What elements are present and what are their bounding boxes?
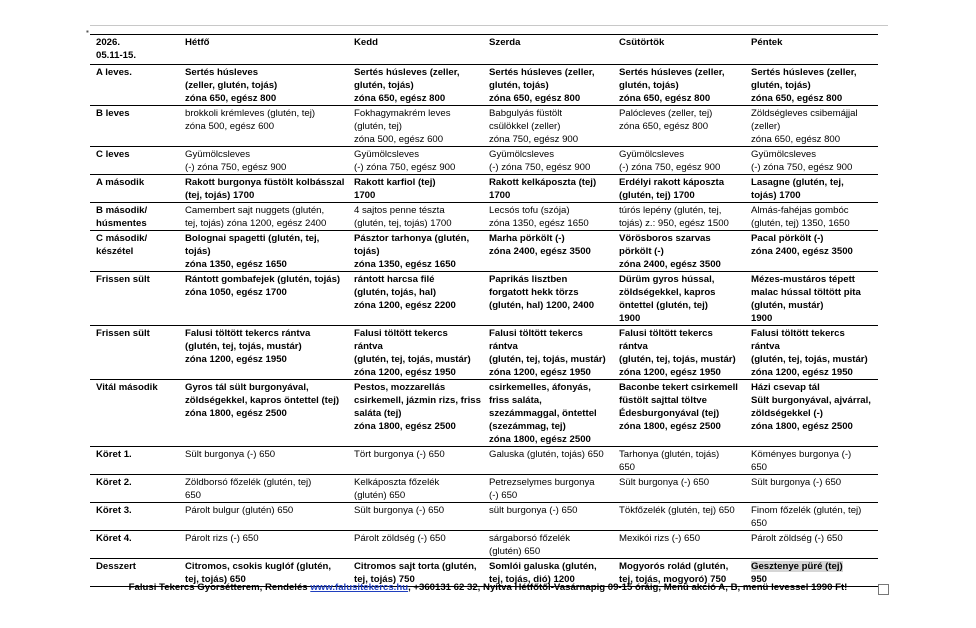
menu-item-thursday: Erdélyi rakott káposzta (glutén, tej) 1700 — [613, 175, 745, 203]
menu-item-friday: Sertés húsleves (zeller, glutén, tojás) zóna 650, egész 800 — [745, 65, 878, 106]
day-header-monday: Hétfő — [179, 35, 348, 65]
menu-item-tuesday: Pásztor tarhonya (glutén, tojás) zóna 1350, egész 1650 — [348, 231, 483, 272]
menu-item-monday: Gyümölcsleves (-) zóna 750, egész 900 — [179, 147, 348, 175]
menu-item-friday: Lasagne (glutén, tej, tojás) 1700 — [745, 175, 878, 203]
menu-item-tuesday: Kelkáposzta főzelék (glutén) 650 — [348, 475, 483, 503]
menu-item-friday: Zöldségleves csibemájjal (zeller) zóna 650, egész 800 — [745, 106, 878, 147]
table-anchor-icon: ▪ — [86, 27, 89, 36]
menu-item-thursday: Palócleves (zeller, tej) zóna 650, egész 800 — [613, 106, 745, 147]
menu-item-monday: Zöldborsó főzelék (glutén, tej) 650 — [179, 475, 348, 503]
category-label: C leves — [90, 147, 179, 175]
menu-row — [90, 203, 878, 231]
menu-item-thursday: Vörösboros szarvas pörkölt (-) zóna 2400, egész 3500 — [613, 231, 745, 272]
menu-item-tuesday: Citromos sajt torta (glutén, tej, tojás) 750 — [348, 559, 483, 587]
menu-item-wednesday: Falusi töltött tekercs rántva (glutén, tej, tojás, mustár) zóna 1200, egész 1950 — [483, 326, 613, 380]
menu-item-monday: Rakott burgonya füstölt kolbásszal (tej, tojás) 1700 — [179, 175, 348, 203]
menu-item-wednesday: Sertés húsleves (zeller, glutén, tojás) zóna 650, egész 800 — [483, 65, 613, 106]
menu-item-tuesday: Rakott karfiol (tej) 1700 — [348, 175, 483, 203]
menu-item-tuesday: Pestos, mozzarellás csirkemell, jázmin rizs, friss saláta (tej) zóna 1800, egész 2500 — [348, 380, 483, 447]
category-label: Köret 4. — [90, 531, 179, 559]
menu-item-thursday: túrós lepény (glutén, tej, tojás) z.: 950, egész 1500 — [613, 203, 745, 231]
date-cell: 2026. 05.11-15. — [90, 35, 179, 65]
category-label: C második/ készétel — [90, 231, 179, 272]
footer-text: Falusi Tekercs Gyorsétterem, Rendelés www.falusitekercs.hu, +360131 62 32, Nyitva Hétfőtől-Vasárnapig 09-15 óráig, Menü akció A, B, menü levessel 1990 Ft! — [128, 582, 848, 593]
menu-item-friday: Házi csevap tál Sült burgonyával, ajvárral, zöldségekkel (-) zóna 1800, egész 2500 — [745, 380, 878, 447]
menu-item-friday: Gesztenye püré (tej) 950 — [745, 559, 878, 587]
menu-row — [90, 503, 878, 531]
menu-item-wednesday: csirkemelles, áfonyás, friss saláta, szezámmaggal, öntettel (szezámmag, tej) zóna 1800, egész 2500 — [483, 380, 613, 447]
menu-item-thursday: Sertés húsleves (zeller, glutén, tojás) zóna 650, egész 800 — [613, 65, 745, 106]
menu-row — [90, 475, 878, 503]
website-link[interactable]: www.falusitekercs.hu — [310, 582, 409, 593]
menu-row — [90, 531, 878, 559]
menu-item-monday: Párolt bulgur (glutén) 650 — [179, 503, 348, 531]
menu-item-thursday: Falusi töltött tekercs rántva (glutén, tej, tojás, mustár) zóna 1200, egész 1950 — [613, 326, 745, 380]
menu-item-wednesday: Babgulyás füstölt csülökkel (zeller) zóna 750, egész 900 — [483, 106, 613, 147]
menu-item-monday: Gyros tál sült burgonyával, zöldségekkel, kapros öntettel (tej) zóna 1800, egész 2500 — [179, 380, 348, 447]
category-label: A második — [90, 175, 179, 203]
menu-row — [90, 106, 878, 147]
menu-item-thursday: Dürüm gyros hússal, zöldségekkel, kapros öntettel (glutén, tej) 1900 — [613, 272, 745, 326]
menu-item-friday: Gyümölcsleves (-) zóna 750, egész 900 — [745, 147, 878, 175]
menu-item-wednesday: Gyümölcsleves (-) zóna 750, egész 900 — [483, 147, 613, 175]
menu-item-tuesday: Falusi töltött tekercs rántva (glutén, tej, tojás, mustár) zóna 1200, egész 1950 — [348, 326, 483, 380]
menu-item-friday: Falusi töltött tekercs rántva (glutén, tej, tojás, mustár) zóna 1200, egész 1950 — [745, 326, 878, 380]
menu-item-wednesday: sárgaborsó főzelék (glutén) 650 — [483, 531, 613, 559]
menu-item-monday: Rántott gombafejek (glutén, tojás) zóna 1050, egész 1700 — [179, 272, 348, 326]
menu-item-monday: Sült burgonya (-) 650 — [179, 447, 348, 475]
category-label: Desszert — [90, 559, 179, 587]
menu-row — [90, 272, 878, 326]
menu-item-friday: Mézes-mustáros tépett malac hússal töltött pita (glutén, mustár) 1900 — [745, 272, 878, 326]
category-label: Frissen sült — [90, 272, 179, 326]
category-label: B második/ húsmentes — [90, 203, 179, 231]
menu-item-wednesday: sült burgonya (-) 650 — [483, 503, 613, 531]
menu-item-wednesday: Lecsós tofu (szója) zóna 1350, egész 1650 — [483, 203, 613, 231]
menu-item-friday: Pacal pörkölt (-) zóna 2400, egész 3500 — [745, 231, 878, 272]
menu-item-monday: Camembert sajt nuggets (glutén, tej, tojás) zóna 1200, egész 2400 — [179, 203, 348, 231]
weekly-menu-table — [90, 34, 878, 587]
menu-item-wednesday: Marha pörkölt (-) zóna 2400, egész 3500 — [483, 231, 613, 272]
menu-item-monday: brokkoli krémleves (glutén, tej) zóna 500, egész 600 — [179, 106, 348, 147]
highlighted-text: Gesztenye püré (tej) — [751, 561, 843, 572]
menu-item-tuesday: Párolt zöldség (-) 650 — [348, 531, 483, 559]
menu-item-thursday: Mogyorós rolád (glutén, tej, tojás, mogyoró) 750 — [613, 559, 745, 587]
menu-item-monday: Sertés húsleves (zeller, glutén, tojás) zóna 650, egész 800 — [179, 65, 348, 106]
menu-item-friday: Finom főzelék (glutén, tej) 650 — [745, 503, 878, 531]
menu-row — [90, 447, 878, 475]
menu-row — [90, 175, 878, 203]
menu-item-wednesday: Galuska (glutén, tojás) 650 — [483, 447, 613, 475]
page-corner-box — [878, 584, 889, 595]
category-label: Köret 1. — [90, 447, 179, 475]
menu-item-thursday: Mexikói rizs (-) 650 — [613, 531, 745, 559]
menu-item-tuesday: Tört burgonya (-) 650 — [348, 447, 483, 475]
menu-item-friday: Almás-fahéjas gombóc (glutén, tej) 1350, 1650 — [745, 203, 878, 231]
menu-item-wednesday: Petrezselymes burgonya (-) 650 — [483, 475, 613, 503]
menu-item-friday: Sült burgonya (-) 650 — [745, 475, 878, 503]
menu-item-thursday: Tarhonya (glutén, tojás) 650 — [613, 447, 745, 475]
menu-item-thursday: Baconbe tekert csirkemell füstölt sajttal töltve Édesburgonyával (tej) zóna 1800, egész 2500 — [613, 380, 745, 447]
menu-item-tuesday: Sertés húsleves (zeller, glutén, tojás) zóna 650, egész 800 — [348, 65, 483, 106]
menu-item-tuesday: Fokhagymakrém leves (glutén, tej) zóna 500, egész 600 — [348, 106, 483, 147]
menu-item-wednesday: Paprikás lisztben forgatott hekk törzs (glutén, hal) 1200, 2400 — [483, 272, 613, 326]
day-header-friday: Péntek — [745, 35, 878, 65]
menu-item-friday: Párolt zöldség (-) 650 — [745, 531, 878, 559]
menu-item-monday: Párolt rizs (-) 650 — [179, 531, 348, 559]
menu-item-tuesday: Gyümölcsleves (-) zóna 750, egész 900 — [348, 147, 483, 175]
ruler-line — [90, 25, 888, 26]
menu-item-thursday: Sült burgonya (-) 650 — [613, 475, 745, 503]
menu-item-monday: Bolognai spagetti (glutén, tej, tojás) zóna 1350, egész 1650 — [179, 231, 348, 272]
menu-item-tuesday: rántott harcsa filé (glutén, tojás, hal) zóna 1200, egész 2200 — [348, 272, 483, 326]
menu-item-wednesday: Somlói galuska (glutén, tej, tojás, dió) 1200 — [483, 559, 613, 587]
menu-item-thursday: Tökfőzelék (glutén, tej) 650 — [613, 503, 745, 531]
category-label: Frissen sült — [90, 326, 179, 380]
category-label: Köret 2. — [90, 475, 179, 503]
menu-item-friday: Köményes burgonya (-) 650 — [745, 447, 878, 475]
menu-row — [90, 326, 878, 380]
menu-item-tuesday: 4 sajtos penne tészta (glutén, tej, tojás) 1700 — [348, 203, 483, 231]
menu-item-monday: Falusi töltött tekercs rántva (glutén, tej, tojás, mustár) zóna 1200, egész 1950 — [179, 326, 348, 380]
category-label: Vitál második — [90, 380, 179, 447]
menu-row — [90, 147, 878, 175]
category-label: B leves — [90, 106, 179, 147]
menu-item-monday: Citromos, csokis kuglóf (glutén, tej, tojás) 650 — [179, 559, 348, 587]
menu-row — [90, 65, 878, 106]
menu-row — [90, 231, 878, 272]
menu-row — [90, 380, 878, 447]
menu-item-wednesday: Rakott kelkáposzta (tej) 1700 — [483, 175, 613, 203]
header-row — [90, 35, 878, 65]
day-header-tuesday: Kedd — [348, 35, 483, 65]
category-label: A leves. — [90, 65, 179, 106]
day-header-thursday: Csütörtök — [613, 35, 745, 65]
category-label: Köret 3. — [90, 503, 179, 531]
day-header-wednesday: Szerda — [483, 35, 613, 65]
menu-item-thursday: Gyümölcsleves (-) zóna 750, egész 900 — [613, 147, 745, 175]
menu-item-tuesday: Sült burgonya (-) 650 — [348, 503, 483, 531]
